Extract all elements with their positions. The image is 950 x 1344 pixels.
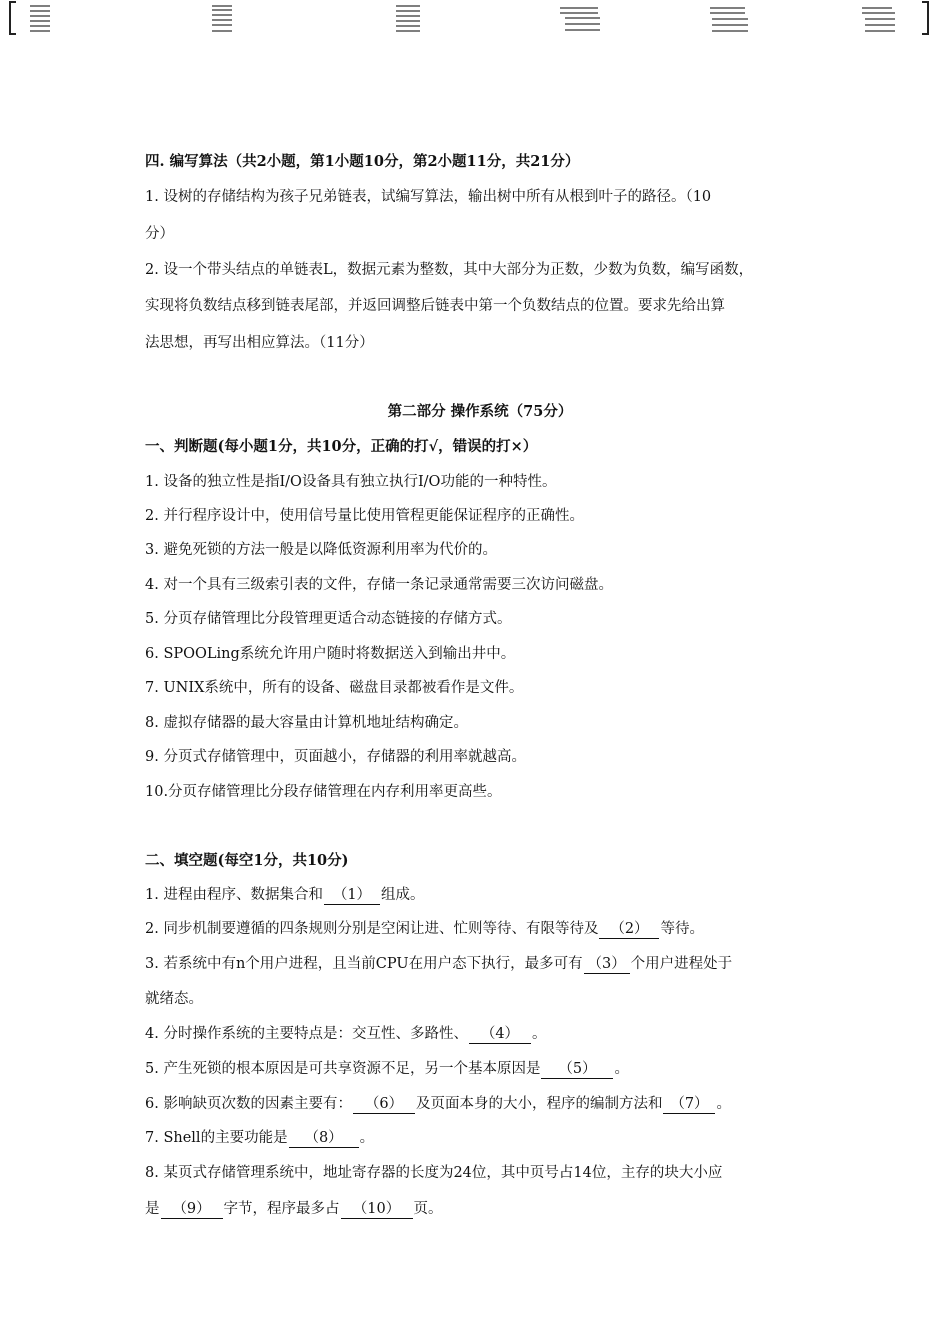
fill-blank-10: （10） — [341, 1201, 413, 1219]
fill-q7-text: 7. Shell的主要功能是 — [145, 1130, 288, 1146]
section4-q1-line2: 分） — [145, 226, 174, 242]
fill-blank-3: （3） — [584, 956, 630, 974]
binding-margin-marks — [0, 0, 950, 40]
judge-item: 9. 分页式存储管理中，页面越小，存储器的利用率就越高。 — [145, 749, 526, 765]
fill-blank-9: （9） — [161, 1201, 223, 1219]
fill-q3-post: 个用户进程处于 — [630, 956, 733, 972]
fill-question-2 — [145, 919, 704, 939]
fill-blank-5: （5） — [541, 1061, 613, 1079]
judge-item: 1. 设备的独立性是指I/O设备具有独立执行I/O功能的一种特性。 — [145, 474, 557, 490]
fill-section-title: 二、填空题(每空1分，共10分) — [145, 852, 349, 869]
judge-item: 7. UNIX系统中，所有的设备、磁盘目录都被看作是文件。 — [145, 680, 524, 696]
judge-item: 2. 并行程序设计中，使用信号量比使用管程更能保证程序的正确性。 — [145, 508, 584, 524]
judge-item: 8. 虚拟存储器的最大容量由计算机地址结构确定。 — [145, 715, 468, 731]
fill-q8-line1: 8. 某页式存储管理系统中，地址寄存器的长度为24位，其中页号占14位，主存的块大小应 — [145, 1165, 723, 1181]
fill-q3-text: 3. 若系统中有n个用户进程，且当前CPU在用户态下执行，最多可有 — [145, 956, 583, 972]
fill-q8-post: 页。 — [413, 1201, 443, 1217]
section4-q2-line2: 实现将负数结点移到链表尾部，并返回调整后链表中第一个负数结点的位置。要求先给出算 — [145, 298, 725, 314]
fill-q8-mid: 字节，程序最多占 — [223, 1201, 340, 1217]
fill-q2-post: 等待。 — [660, 921, 704, 937]
fill-q3-line2: 就绪态。 — [145, 991, 203, 1007]
fill-q5-text: 5. 产生死锁的根本原因是可共享资源不足，另一个基本原因是 — [145, 1061, 541, 1077]
section4-q1-line1: 1. 设树的存储结构为孩子兄弟链表，试编写算法，输出树中所有从根到叶子的路径。（10 — [145, 189, 712, 205]
fill-q8-text: 是 — [145, 1201, 160, 1217]
fill-q4-text: 4. 分时操作系统的主要特点是：交互性、多路性、 — [145, 1026, 468, 1042]
judge-item: 3. 避免死锁的方法一般是以降低资源利用率为代价的。 — [145, 542, 497, 558]
judge-section-title: 一、判断题(每小题1分，共10分，正确的打√，错误的打×） — [145, 438, 538, 455]
fill-q4-post: 。 — [531, 1026, 547, 1042]
judge-item: 6. SPOOLing系统允许用户随时将数据送入到输出井中。 — [145, 646, 516, 662]
fill-q1-text: 1. 进程由程序、数据集合和 — [145, 887, 323, 903]
fill-blank-8: （8） — [289, 1130, 359, 1148]
fill-question-3 — [145, 954, 732, 974]
fill-blank-6: （6） — [353, 1096, 415, 1114]
fill-q6-post: 。 — [716, 1096, 731, 1112]
fill-blank-1: （1） — [324, 887, 380, 905]
section4-q2-line3: 法思想，再写出相应算法。（11分） — [145, 335, 374, 351]
fill-question-5 — [145, 1059, 629, 1079]
fill-q6-text: 6. 影响缺页次数的因素主要有： — [145, 1096, 352, 1112]
fill-question-6 — [145, 1094, 731, 1114]
fill-blank-4: （4） — [469, 1026, 531, 1044]
section4-q2-line1: 2. 设一个带头结点的单链表L，数据元素为整数，其中大部分为正数，少数为负数，编写函数， — [145, 262, 754, 278]
fill-question-7 — [145, 1128, 374, 1148]
fill-q6-mid: 及页面本身的大小，程序的编制方法和 — [415, 1096, 663, 1112]
section4-title: 四. 编写算法（共2小题，第1小题10分，第2小题11分，共21分） — [145, 153, 580, 170]
part2-title: 第二部分 操作系统（75分） — [387, 403, 573, 420]
fill-q2-text: 2. 同步机制要遵循的四条规则分别是空闲让进、忙则等待、有限等待及 — [145, 921, 599, 937]
fill-blank-2: （2） — [599, 921, 659, 939]
judge-item: 10.分页存储管理比分段存储管理在内存利用率更高些。 — [145, 784, 502, 800]
fill-q1-post: 组成。 — [380, 887, 425, 903]
judge-item: 5. 分页存储管理比分段管理更适合动态链接的存储方式。 — [145, 611, 512, 627]
fill-question-8 — [145, 1199, 443, 1219]
fill-question-1 — [145, 885, 424, 905]
fill-q5-post: 。 — [614, 1061, 629, 1077]
fill-blank-7: （7） — [663, 1096, 715, 1114]
fill-question-4 — [145, 1024, 546, 1044]
judge-item: 4. 对一个具有三级索引表的文件，存储一条记录通常需要三次访问磁盘。 — [145, 577, 613, 593]
fill-q7-post: 。 — [359, 1130, 375, 1146]
